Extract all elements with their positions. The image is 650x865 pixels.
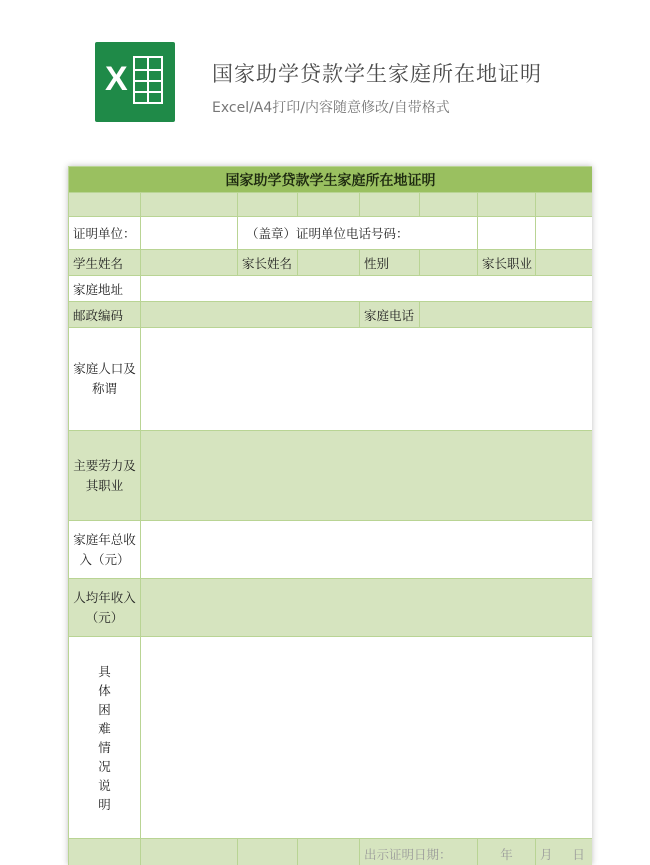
difficulty-cell[interactable]: [141, 637, 593, 839]
parent-name-label: 家长姓名: [238, 250, 298, 276]
main-labor-label: 主要劳力及其职业: [69, 431, 141, 521]
postal-row: [69, 302, 593, 328]
student-row: [69, 250, 593, 276]
home-phone-cell[interactable]: [420, 302, 593, 328]
parent-job-cell[interactable]: [536, 250, 593, 276]
family-members-cell[interactable]: [141, 328, 593, 431]
difficulty-char: 况: [98, 758, 111, 774]
form-table: [68, 166, 592, 865]
difficulty-label: [69, 637, 141, 839]
difficulty-char: 情: [98, 739, 111, 755]
postal-code-cell[interactable]: [141, 302, 360, 328]
difficulty-char: 明: [98, 796, 111, 812]
year-label: 年: [478, 839, 536, 865]
gender-label: 性别: [360, 250, 420, 276]
spreadsheet-preview: [68, 166, 592, 865]
per-capita-row: [69, 579, 593, 637]
difficulty-char: 具: [98, 663, 111, 679]
postal-code-label: 邮政编码: [69, 302, 141, 328]
cert-unit-row: [69, 217, 593, 250]
cert-phone-cell-2[interactable]: [536, 217, 593, 250]
form-title: 国家助学贷款学生家庭所在地证明: [69, 167, 593, 193]
gender-cell[interactable]: [420, 250, 478, 276]
page-subtitle: Excel/A4打印/内容随意修改/自带格式: [212, 100, 450, 116]
form-title-row: [69, 167, 593, 193]
annual-income-cell[interactable]: [141, 521, 593, 579]
difficulty-char: 体: [98, 682, 111, 698]
stamp-phone-label: （盖章）证明单位电话号码：: [238, 217, 478, 250]
difficulty-row: [69, 637, 593, 839]
address-row: [69, 276, 593, 302]
home-phone-label: 家庭电话: [360, 302, 420, 328]
cert-phone-cell[interactable]: [478, 217, 536, 250]
page-title: 国家助学贷款学生家庭所在地证明: [212, 62, 542, 86]
per-capita-income-cell[interactable]: [141, 579, 593, 637]
cert-unit-label: 证明单位：: [69, 217, 141, 250]
annual-income-label: 家庭年总收入（元）: [69, 521, 141, 579]
cert-unit-cell[interactable]: [141, 217, 238, 250]
difficulty-char: 说: [98, 777, 111, 793]
family-members-row: [69, 328, 593, 431]
home-address-label: 家庭地址: [69, 276, 141, 302]
excel-icon: X: [95, 42, 175, 122]
issue-date-label: 出示证明日期：: [360, 839, 478, 865]
main-labor-row: [69, 431, 593, 521]
issue-date-row: [69, 839, 593, 865]
main-labor-cell[interactable]: [141, 431, 593, 521]
student-name-label: 学生姓名: [69, 250, 141, 276]
parent-name-cell[interactable]: [298, 250, 360, 276]
difficulty-char: 困: [98, 701, 111, 717]
student-name-cell[interactable]: [141, 250, 238, 276]
per-capita-income-label: 人均年收入（元）: [69, 579, 141, 637]
parent-job-label: 家长职业: [478, 250, 536, 276]
difficulty-char: 难: [98, 720, 111, 736]
annual-income-row: [69, 521, 593, 579]
month-day-label: 月 日: [536, 839, 593, 865]
home-address-cell[interactable]: [141, 276, 593, 302]
family-members-label: 家庭人口及称谓: [69, 328, 141, 431]
blank-row: [69, 193, 593, 217]
